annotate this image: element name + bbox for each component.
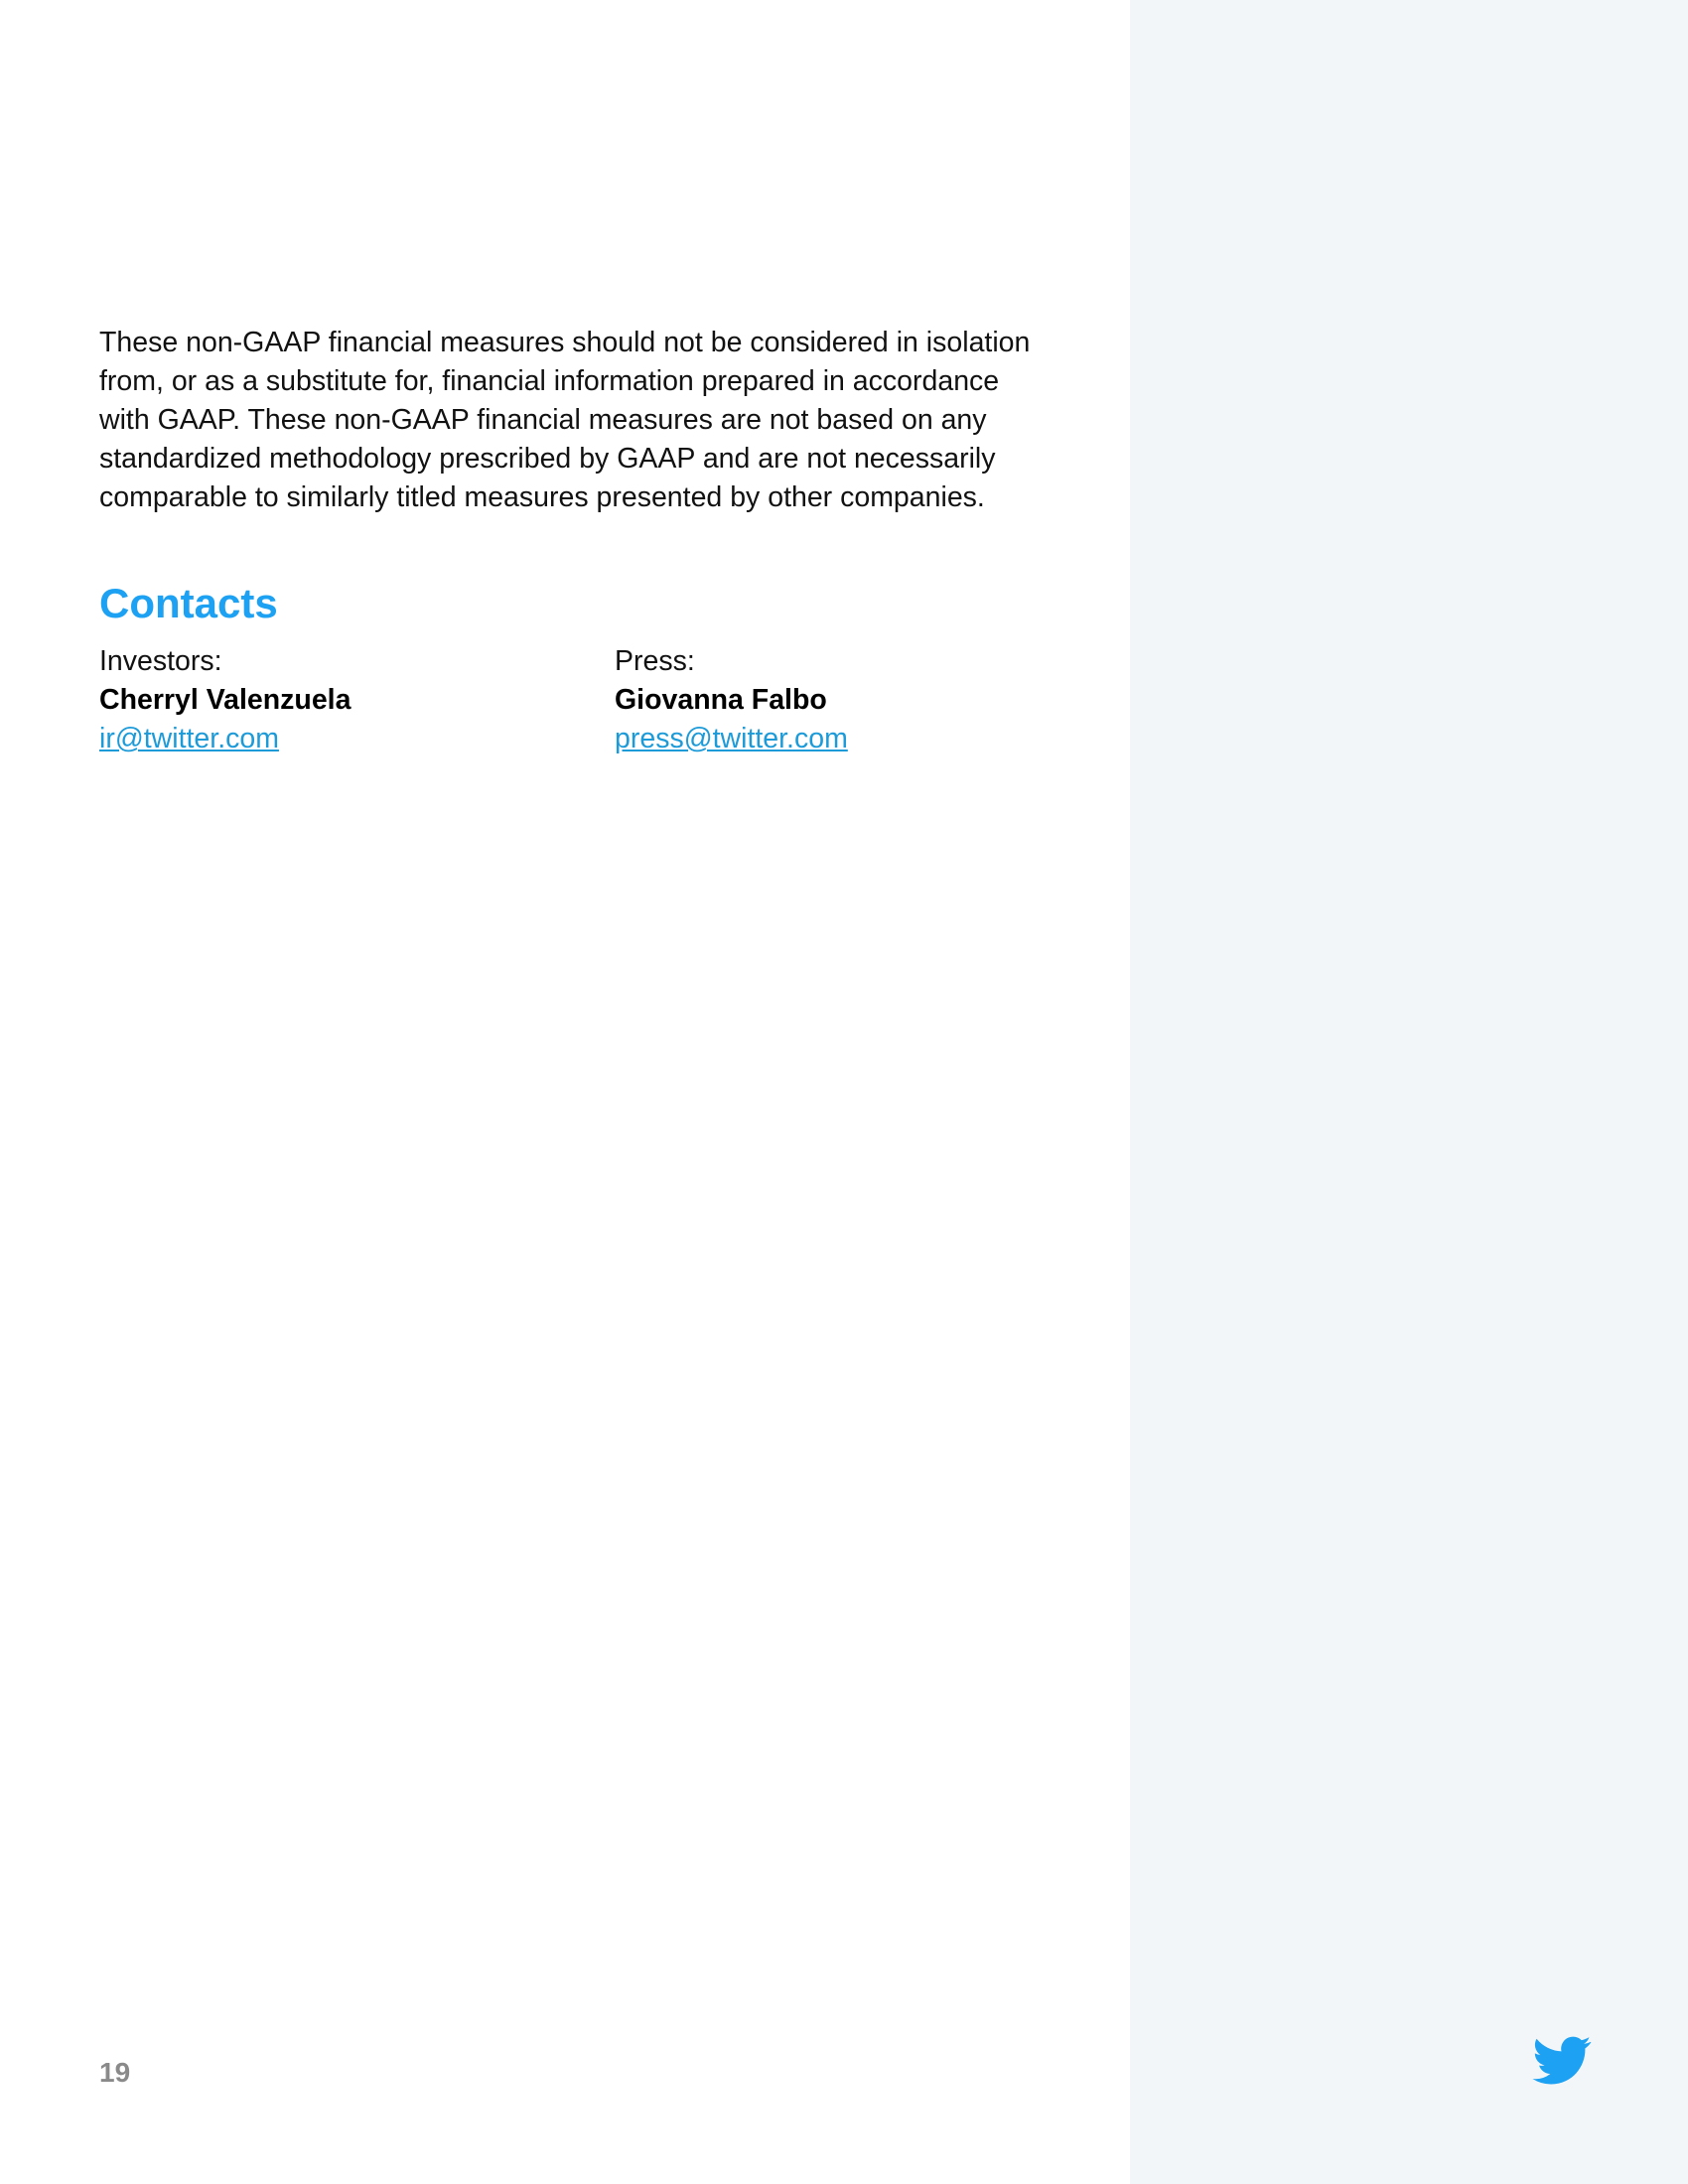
press-contact	[615, 642, 848, 758]
investors-contact	[99, 642, 351, 758]
side-panel	[1130, 0, 1688, 2184]
contacts-heading: Contacts	[99, 580, 278, 626]
press-contact-name: Giovanna Falbo	[615, 684, 827, 716]
contacts-section	[99, 642, 1053, 761]
press-email-link[interactable]: press@twitter.com	[615, 723, 848, 754]
press-label: Press:	[615, 645, 695, 677]
page-number: 19	[99, 2057, 131, 2088]
investors-label: Investors:	[99, 645, 222, 677]
investors-email-link[interactable]: ir@twitter.com	[99, 723, 279, 754]
investors-contact-name: Cherryl Valenzuela	[99, 684, 352, 716]
non-gaap-paragraph: These non-GAAP financial measures should not be considered in isolation from, or as a substitute for, financial information prepared in accordance with GAAP. These non-GAAP financial measures are not based on any standardized methodology prescribed by GAAP and are not necessarily comparable to similarly titled measures presented by other companies.	[99, 327, 1031, 513]
twitter-bird-icon	[1532, 2035, 1592, 2087]
page-content	[99, 324, 1053, 761]
